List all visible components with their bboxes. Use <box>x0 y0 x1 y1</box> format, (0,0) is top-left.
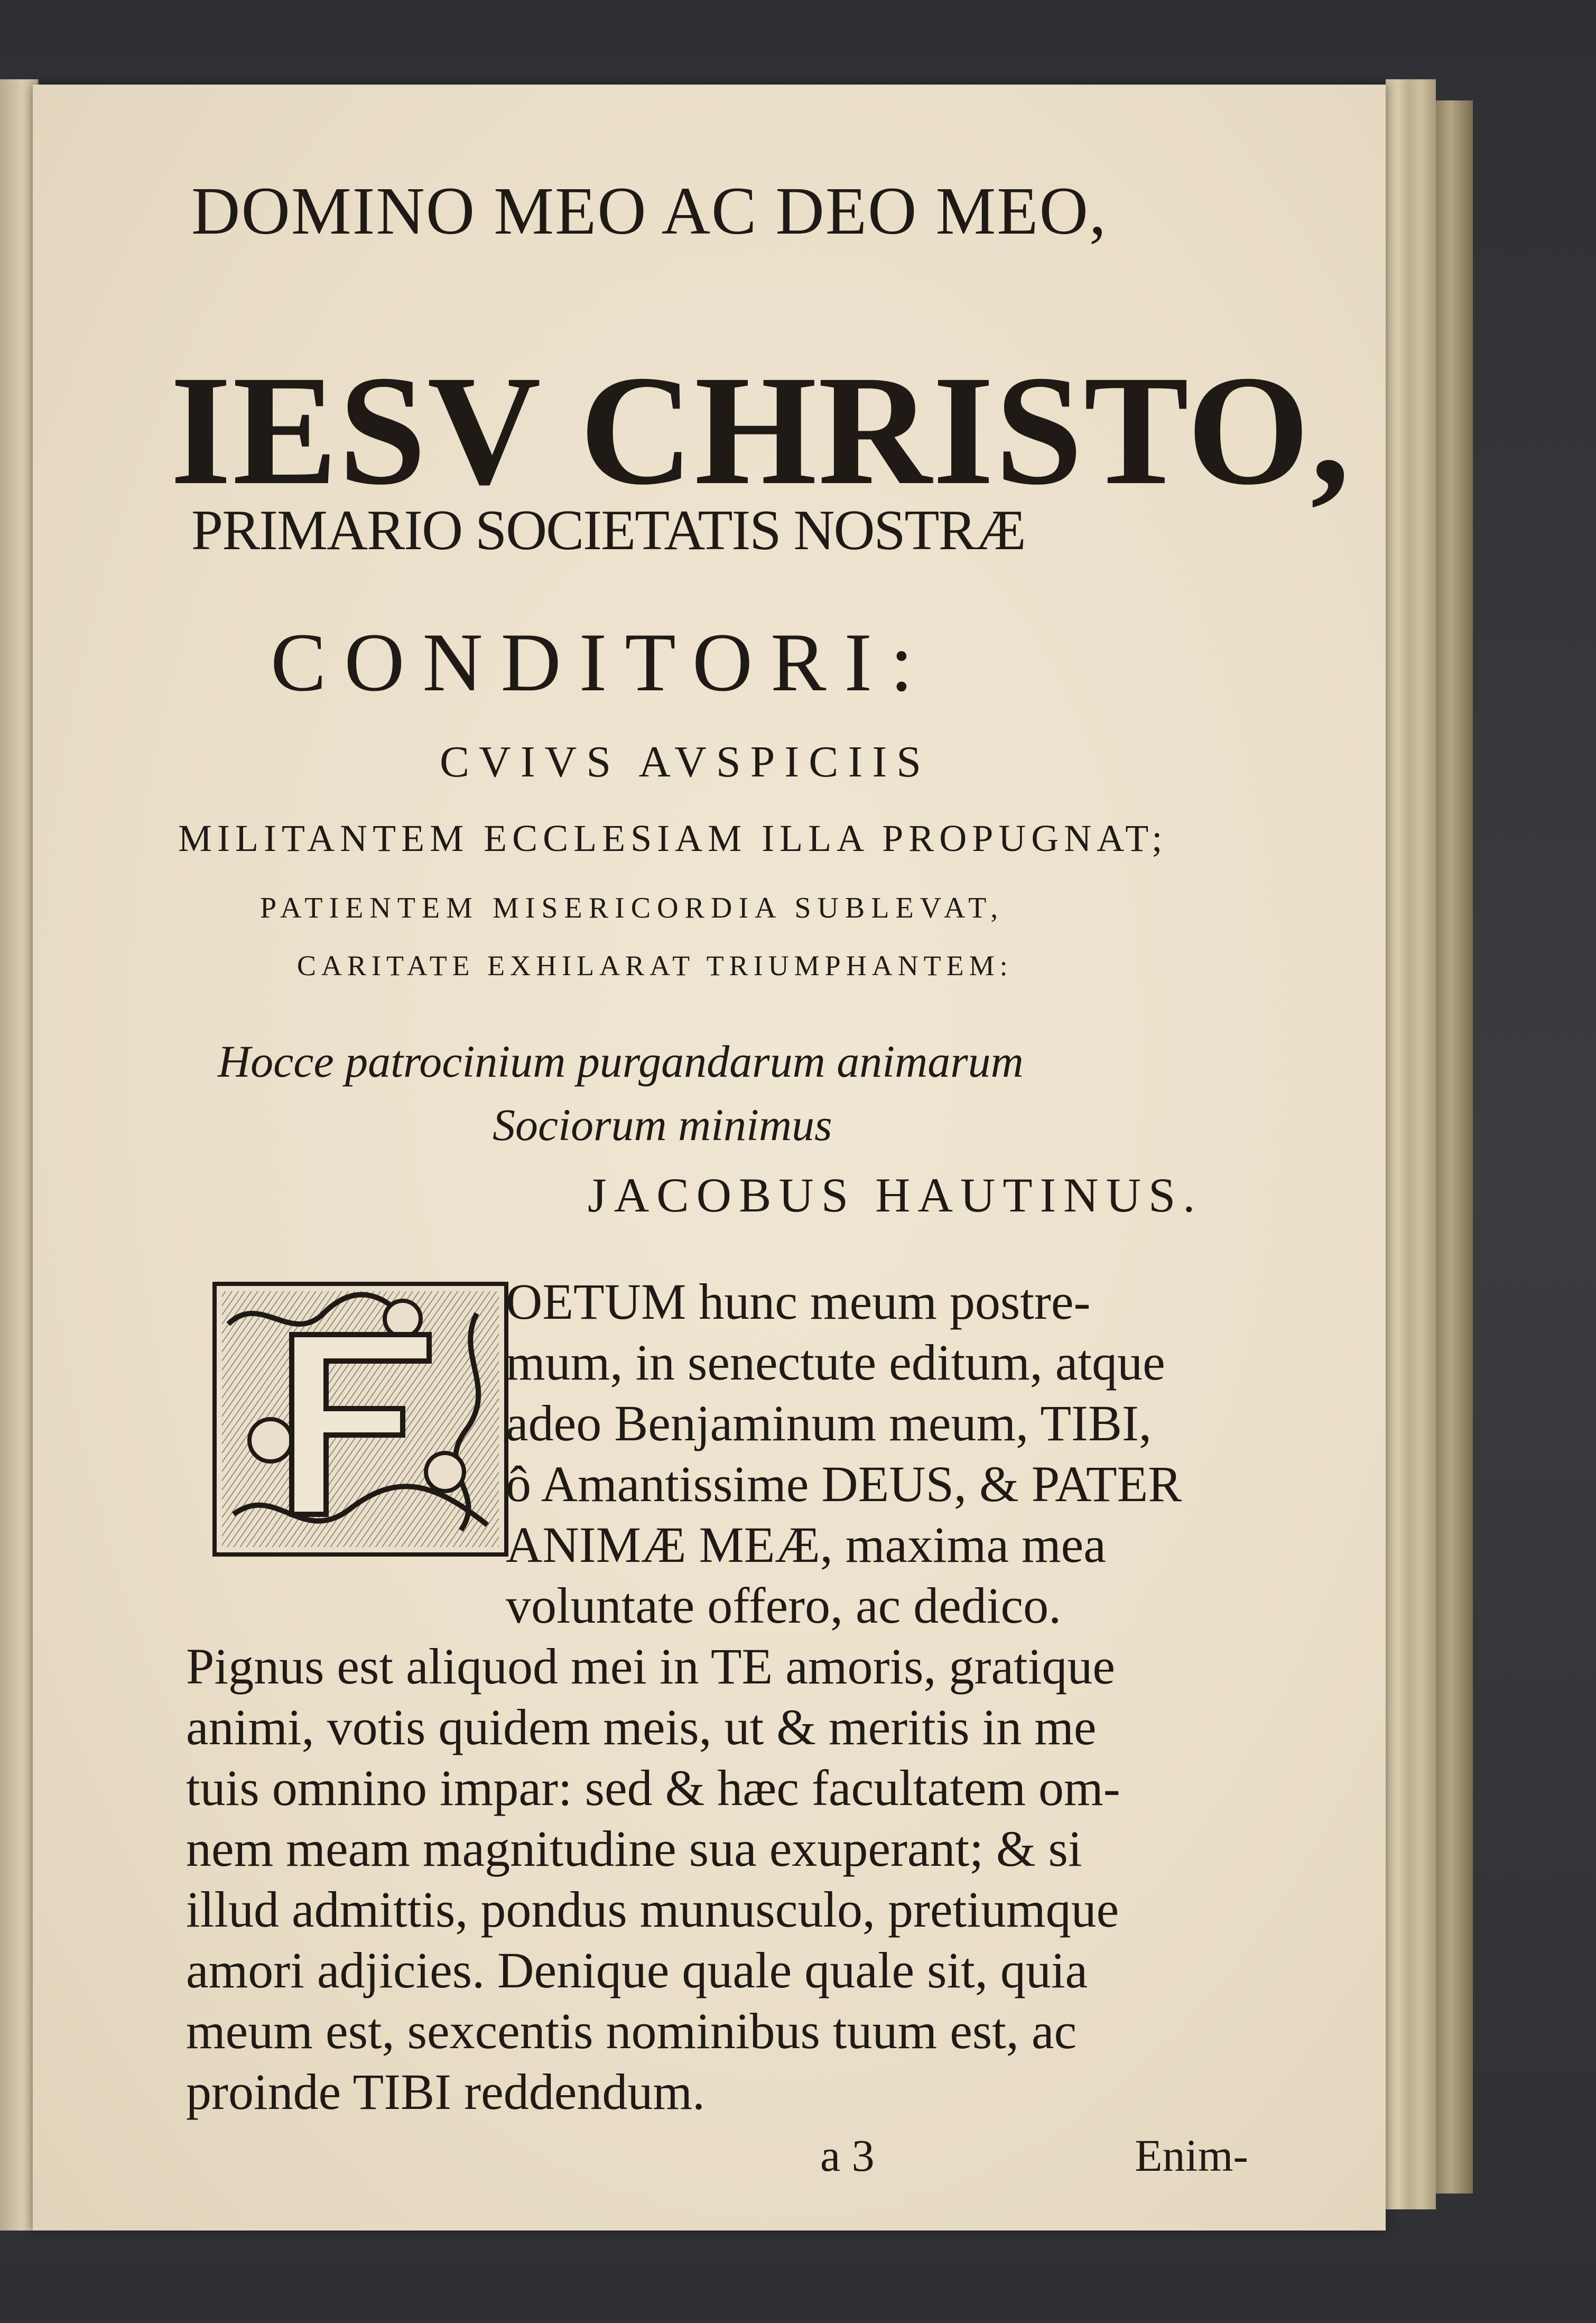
dedication-line-3: PRIMARIO SOCIETATIS NOSTRÆ <box>191 499 1025 562</box>
body-line-9: tuis omnino impar: sed & hæc facultatem om- <box>186 1760 1120 1816</box>
body-line-3: adeo Benjaminum meum, TIBI, <box>506 1395 1152 1451</box>
signature-mark: a 3 <box>820 2130 875 2181</box>
body-line-1: OETUM hunc meum postre- <box>506 1273 1091 1330</box>
body-line-5: ANIMÆ MEÆ, maxima mea <box>506 1516 1106 1573</box>
dedication-line-6: MILITANTEM ECCLESIAM ILLA PROPUGNAT; <box>178 817 1168 859</box>
dedication-italic-line-2: Sociorum minimus <box>493 1099 832 1150</box>
body-line-13: meum est, sexcentis nominibus tuum est, ac <box>186 2003 1077 2059</box>
book-cover-edge <box>1436 100 1473 2194</box>
body-line-8: animi, votis quidem meis, ut & meritis in me <box>186 1699 1097 1755</box>
catchword: Enim- <box>1135 2130 1248 2181</box>
right-page-edges <box>1386 79 1436 2209</box>
body-line-2: mum, in senectute editum, atque <box>506 1334 1165 1391</box>
dedication-line-4: CONDITORI: <box>271 616 931 709</box>
dedication-line-7: PATIENTEM MISERICORDIA SUBLEVAT, <box>260 892 1005 924</box>
body-line-4: ô Amantissime DEUS, & PATER <box>506 1456 1182 1512</box>
dedication-title: IESV CHRISTO, <box>170 343 1351 517</box>
body-line-7: Pignus est aliquod mei in TE amoris, gratique <box>186 1638 1115 1695</box>
body-line-12: amori adjicies. Denique quale quale sit, quia <box>186 1942 1088 1998</box>
author-signature: JACOBUS HAUTINUS. <box>588 1168 1203 1222</box>
book-page <box>33 85 1386 2231</box>
dedication-line-1: DOMINO MEO AC DEO MEO, <box>191 173 1107 248</box>
dedication-italic-line-1: Hocce patrocinium purgandarum animarum <box>218 1036 1024 1087</box>
body-line-6: voluntate offero, ac dedico. <box>506 1577 1062 1634</box>
body-line-14: proinde TIBI reddendum. <box>186 2063 705 2120</box>
dedication-line-5: CVIVS AVSPICIIS <box>440 737 931 786</box>
woodcut-initial-ornament-icon <box>212 1282 508 1557</box>
body-line-11: illud admittis, pondus munusculo, pretiumque <box>186 1881 1119 1938</box>
dedication-line-8: CARITATE EXHILARAT TRIUMPHANTEM: <box>297 950 1013 982</box>
body-line-10: nem meam magnitudine sua exuperant; & si <box>186 1820 1082 1877</box>
woodcut-initial <box>212 1282 508 1557</box>
